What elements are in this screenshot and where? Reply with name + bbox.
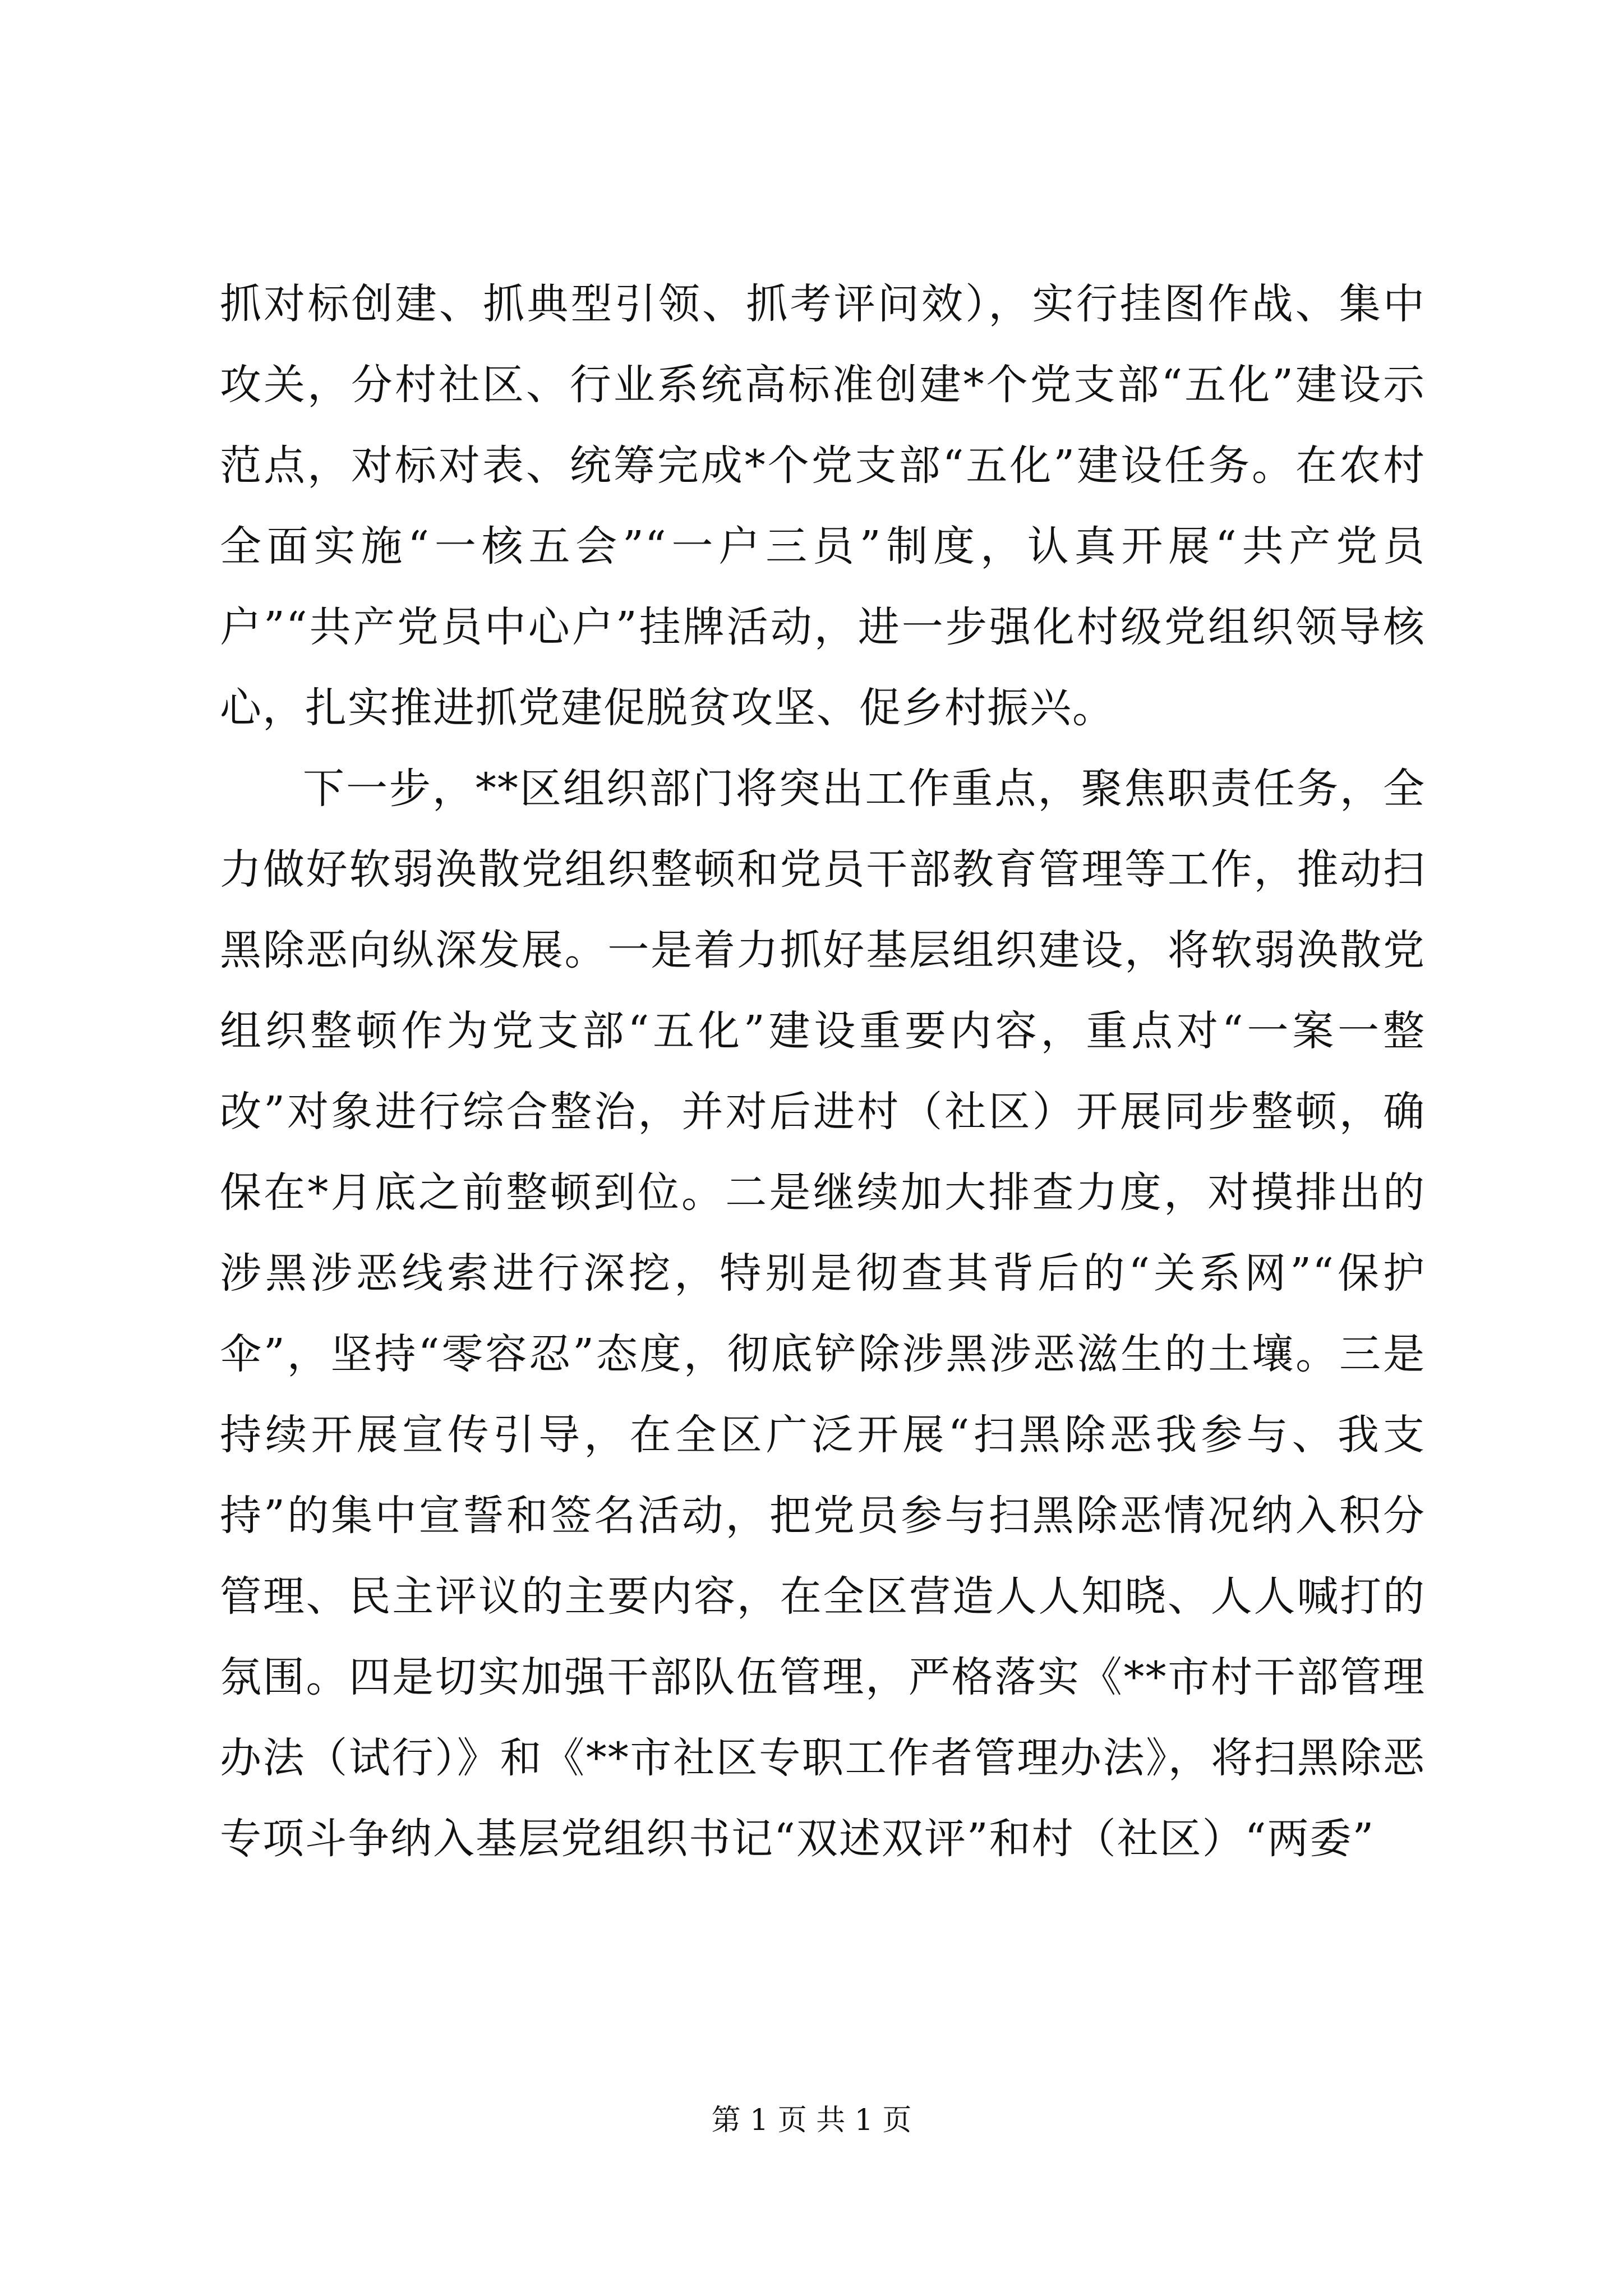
paragraph-2: 下一步，**区组织部门将突出工作重点，聚焦职责任务，全力做好软弱涣散党组织整顿和党员干部教育管理等工作，推动扫黑除恶向纵深发展。一是着力抓好基层组织建设，将软弱涣散党组织整顿作为党支部“五化”建设重要内容，重点对“一案一整改”对象进行综合整治，并对后进村（社区）开展同步整顿，确保在*月底之前整顿到位。二是继续加大排查力度，对摸排出的涉黑涉恶线索进行深挖，特别是彻查其背后的“关系网”“保护伞”，坚持“零容忍”态度，彻底铲除涉黑涉恶滋生的土壤。三是持续开展宣传引导，在全区广泛开展“扫黑除恶我参与、我支持”的集中宣誓和签名活动，把党员参与扫黑除恶情况纳入积分管理、民主评议的主要内容，在全区营造人人知晓、人人喊打的氛围。四是切实加强干部队伍管理，严格落实《**市村干部管理办法（试行）》和《**市社区专职工作者管理办法》，将扫黑除恶专项斗争纳入基层党组织书记“双述双评”和村（社区）“两委” xyxy=(220,765,1426,1863)
document-body xyxy=(220,264,1426,1879)
paragraph-1: 抓对标创建、抓典型引领、抓考评问效），实行挂图作战、集中攻关，分村社区、行业系统高标准创建*个党支部“五化”建设示范点，对标对表、统筹完成*个党支部“五化”建设任务。在农村全面实施“一核五会”“一户三员”制度，认真开展“共产党员户”“共产党员中心户”挂牌活动，进一步强化村级党组织领导核心，扎实推进抓党建促脱贫攻坚、促乡村振兴。 xyxy=(220,280,1426,732)
page-footer: 第 1 页 共 1 页 xyxy=(711,2104,912,2137)
